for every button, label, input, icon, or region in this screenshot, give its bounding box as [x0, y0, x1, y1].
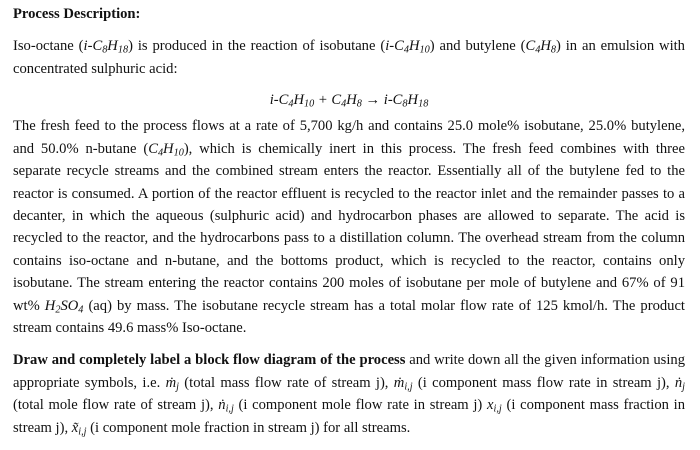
section-heading: Process Description:	[13, 6, 141, 22]
intro-paragraph: Iso-octane $(i-C_8H_{18})$ is produced in the reaction of isobutane $(i-C_4H_{10})$ and butylene $(C_4H_8)$ in an emulsion with concentrated sulphuric acid:	[13, 38, 685, 77]
process-paragraph: The fresh feed to the process flows at a rate of 5,700 kg/h and contains 25.0 mole% isobutane, 25.0% butylene, and 50.0% n-butane $(C_4H_{10})$, which is chemically inert in this process. The fresh feed combines with three separate recycle streams and the combined stream enters the reactor. Essentially all of the butylene fed to the reactor is consumed. A portion of the reactor effluent is recycled to the reactor inlet and the remainder passes to a decanter, in which the aqueous (sulphuric acid) and hydrocarbon phases are allowed to separate. The acid is recycled to the reactor, and the hydrocarbons pass to a distillation column. The overhead stream from the column contains iso-octane and n-butane, and the bottoms product, which is recycled to the reactor, contains only isobutane. The stream entering the reactor contains 200 moles of isobutane per mole of butylene and 67% of 91 wt% $H_2SO_4$ (aq) by mass. The isobutane recycle stream has a total molar flow rate of 125 kmol/h. The product stream contains 49.6 mass% Iso-octane.	[13, 118, 685, 337]
task-paragraph: Draw and completely label a block flow diagram of the process and write down all the given information using appropriate symbols, i.e. ṁ$_j$ (total mass flow rate of stream j), ṁ$_{i,j}$ (i component mass flow rate in stream j), ṅ$_j$ (total mole flow rate of stream j), ṅ$_{i,j}$ (i component mole flow rate in stream j) $x_{i,j}$ (i component mass fraction in stream j), $x̃_{i,j}$ (i component mole fraction in stream j) for all streams.	[13, 352, 686, 438]
reaction-equation: $i-C_4H_{10} + C_4H_8 \to i-C_8H_{18}$	[269, 92, 429, 110]
document	[13, 3, 685, 439]
